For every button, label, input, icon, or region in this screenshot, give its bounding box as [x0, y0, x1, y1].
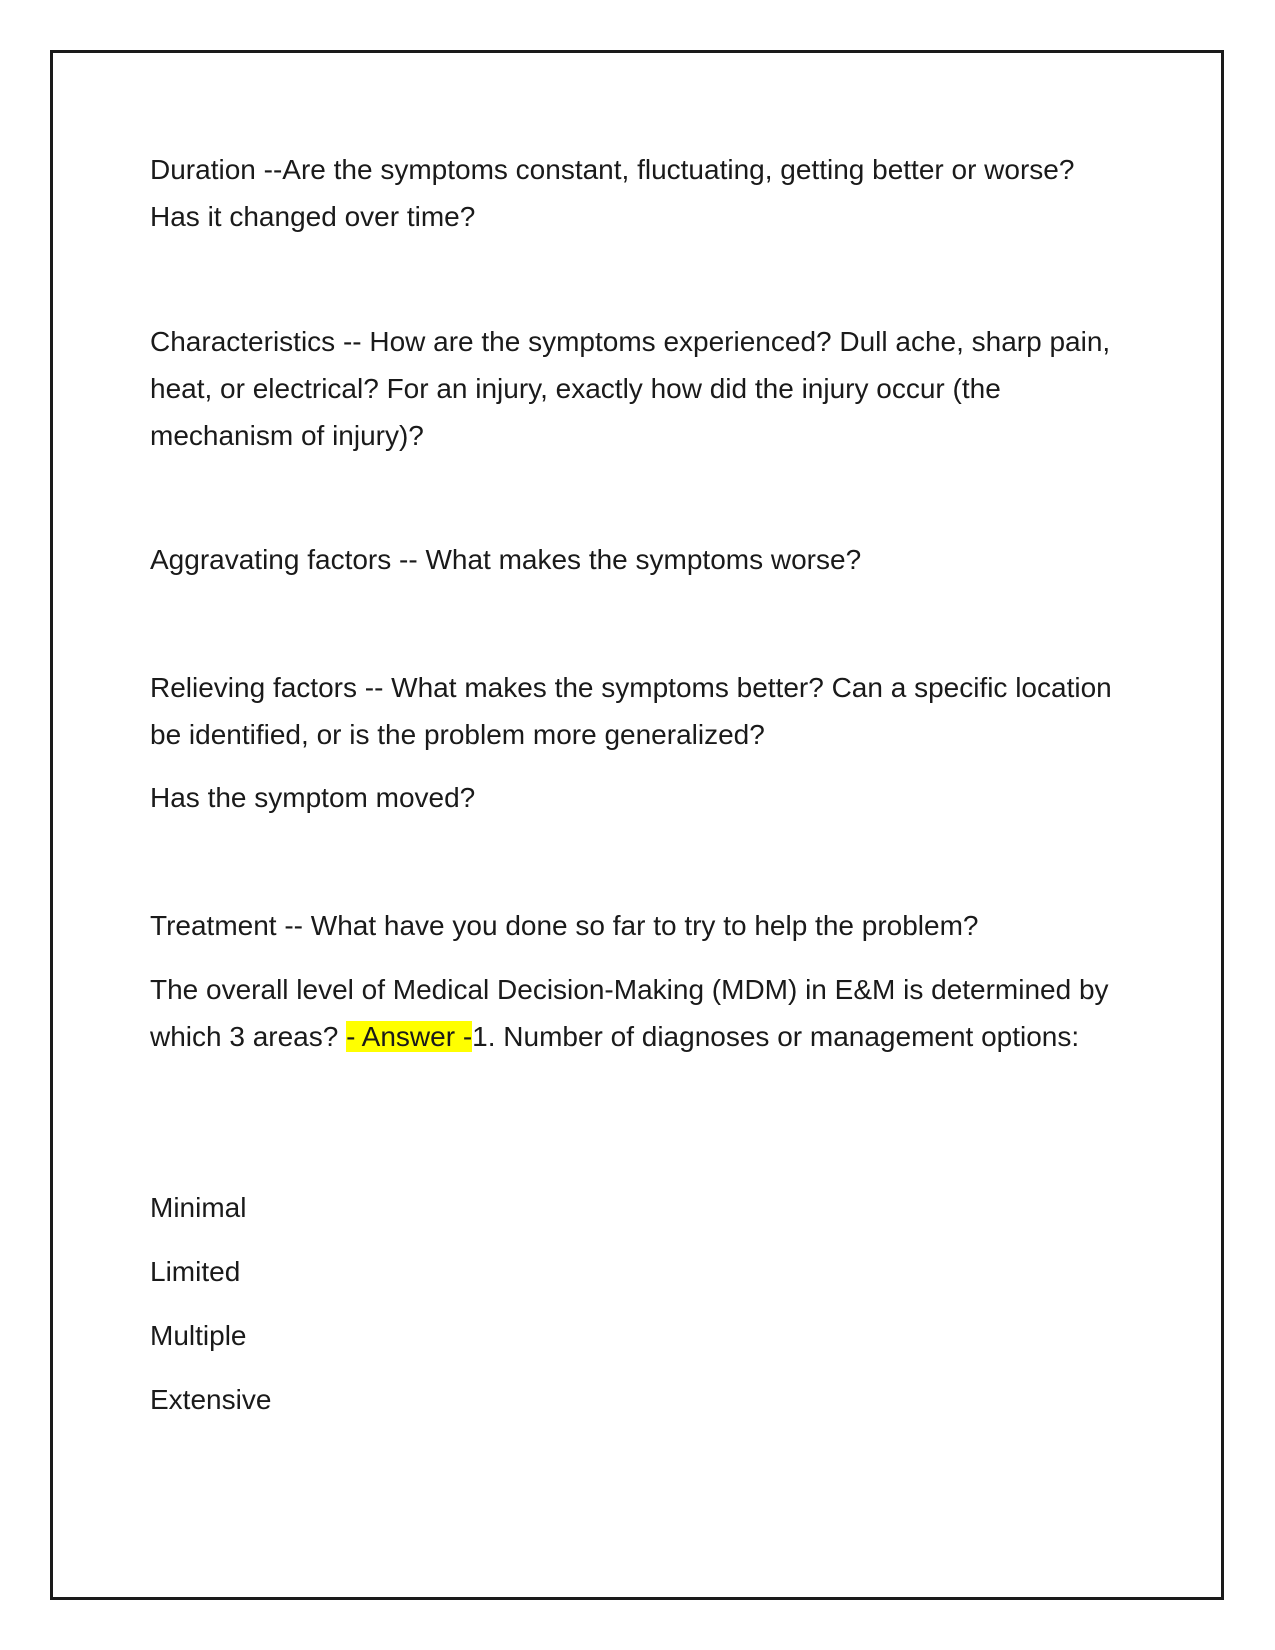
question-text: The overall level of Medical Decision-Making (MDM) in E&M is determined by which 3 areas?: [150, 974, 1109, 1052]
level-item: Extensive: [150, 1384, 272, 1415]
paragraph-characteristics: Characteristics -- How are the symptoms experienced? Dull ache, sharp pain, heat, or electrical? For an injury, exactly how did the injury occur (the mechanism of injury)?: [150, 326, 1111, 451]
question-mdm: [150, 966, 1130, 1060]
level-item: Multiple: [150, 1320, 247, 1351]
answer-highlight: - Answer -: [346, 1021, 473, 1052]
level-item: Minimal: [150, 1192, 247, 1223]
paragraph-symptom-moved: Has the symptom moved?: [150, 782, 476, 813]
paragraph-duration: Duration --Are the symptoms constant, fluctuating, getting better or worse? Has it changed over time?: [150, 154, 1075, 232]
level-item: Limited: [150, 1256, 241, 1287]
answer-text: 1. Number of diagnoses or management options:: [472, 1021, 1080, 1052]
paragraph-relieving-factors: Relieving factors -- What makes the symptoms better? Can a specific location be identified, or is the problem more generalized?: [150, 672, 1112, 750]
paragraph-aggravating-factors: Aggravating factors -- What makes the symptoms worse?: [150, 544, 862, 575]
paragraph-treatment: Treatment -- What have you done so far to try to help the problem?: [150, 910, 979, 941]
page-border: [50, 50, 1224, 1600]
